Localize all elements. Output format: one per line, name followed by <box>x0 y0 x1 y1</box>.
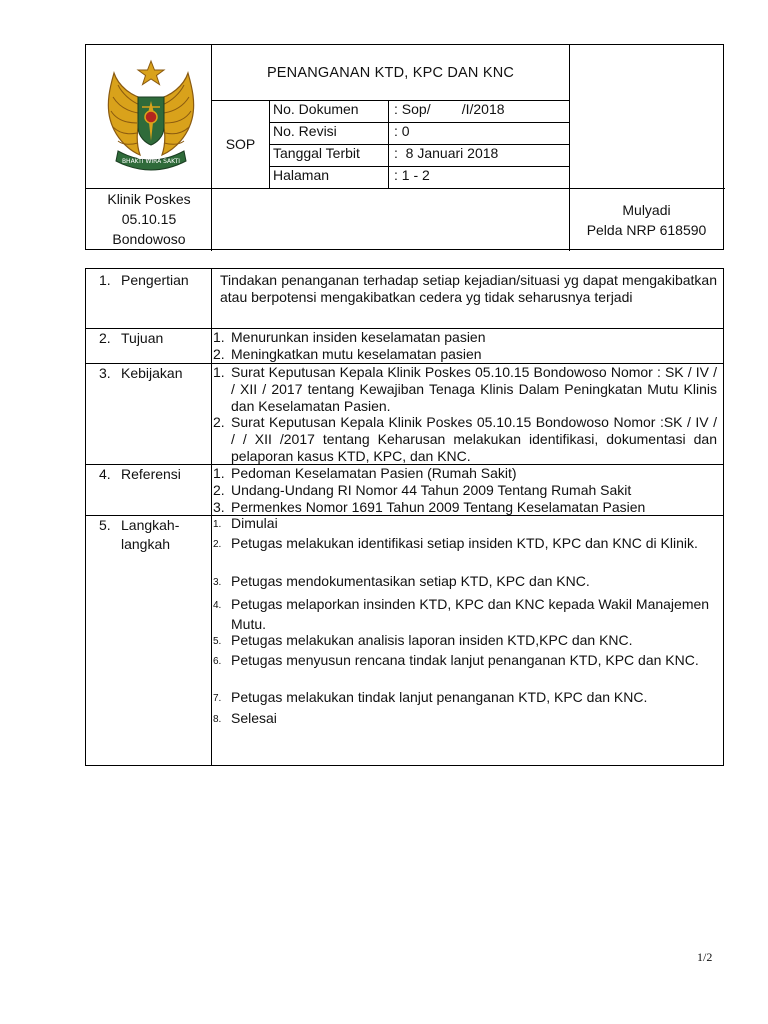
meta-value-nodokumen: : Sop/ /I/2018 <box>394 101 505 117</box>
meta-value-tanggal: : 8 Januari 2018 <box>394 145 499 161</box>
sop-content-table: 1. Pengertian Tindakan penanganan terhadap setiap kejadian/situasi yg dapat mengakibatkan atau berpotensi mengakibatkan cedera yg tidak seharusnya terjadi 2. Tujuan 1. Menurunkan insiden keselamatan pasien 2. Meningkatkan mutu keselamatan pasien 3. Kebijakan 1. Surat Keputusan Kepala Klinik Poskes 05.10.15 Bondowoso Nomor : SK / IV / / XII / 2017 tentang Kewajiban Tenaga Klinis Dalam Peningkatan Mutu Klinis dan Keselamatan Pasien. 2. Surat Keputusan Kepala Klinik Poskes 05.10.15 Bondowoso Nomor :SK / IV / / / XII /2017 tentang Keharusan melakukan identifikasi, dokumentasi dan pelaporan kasus KTD, KPC, dan KNC. 4. Referensi 1. Pedoman Keselamatan Pasien (Rumah Sakit) 2. Undang-Undang RI Nomor 44 Tahun 2009 Tentang Rumah Sakit 3. Permenkes Nomor 1691 Tahun 2009 Tentang Keselamatan Pasien 5. Langkah- langkah 1. Dimulai 2. Petugas melakukan identifikasi setiap insiden KTD, KPC dan KNC di Klinik. 3. Petugas mendokumentasikan setiap KTD, KPC dan KNC. 4. Petugas melaporkan insinden KTD, KPC dan KNC kepada Wakil Manajemen Mutu. 5. Petugas melakukan analisis laporan insiden KTD,KPC dan KNC. 6. Petugas menyusun rencana tindak lanjut penanganan KTD, KPC dan KNC. 7. Petugas melakukan tindak lanjut penanganan KTD, KPC dan KNC. 8. Selesai <box>85 268 724 766</box>
document-title: PENANGANAN KTD, KPC DAN KNC <box>266 64 515 81</box>
clinic-name <box>86 189 212 249</box>
meta-value-norevisi: : 0 <box>394 123 410 139</box>
signatory <box>569 200 724 240</box>
star-icon <box>138 61 164 85</box>
motto-text: BHAKTI WIRA SAKTI <box>121 158 181 165</box>
signatory-name: Mulyadi <box>622 202 671 218</box>
pengertian-text: Tindakan penanganan terhadap setiap kejadian/situasi yg dapat mengakibatkan atau berpotensi mengakibatkan cedera yg tidak seharusnya terjadi <box>220 272 717 305</box>
shield-icon <box>138 97 164 145</box>
motto-ribbon <box>116 151 186 170</box>
meta-label-halaman: Halaman <box>273 167 330 183</box>
clinic-line-1: Klinik Poskes <box>107 191 191 207</box>
meta-label-tanggal: Tanggal Terbit <box>273 145 360 161</box>
clinic-emblem-logo <box>96 57 206 175</box>
meta-value-halaman: : 1 - 2 <box>394 167 430 183</box>
page-number: 1/2 <box>697 950 713 964</box>
meta-label-norevisi: No. Revisi <box>273 123 337 139</box>
meta-label-nodokumen: No. Dokumen <box>273 101 359 117</box>
clinic-line-3: Bondowoso <box>112 231 186 247</box>
clinic-line-2: 05.10.15 <box>121 211 177 227</box>
sop-label: SOP <box>225 136 256 152</box>
header-table <box>85 44 724 250</box>
signatory-rank: Pelda NRP 618590 <box>586 222 707 238</box>
